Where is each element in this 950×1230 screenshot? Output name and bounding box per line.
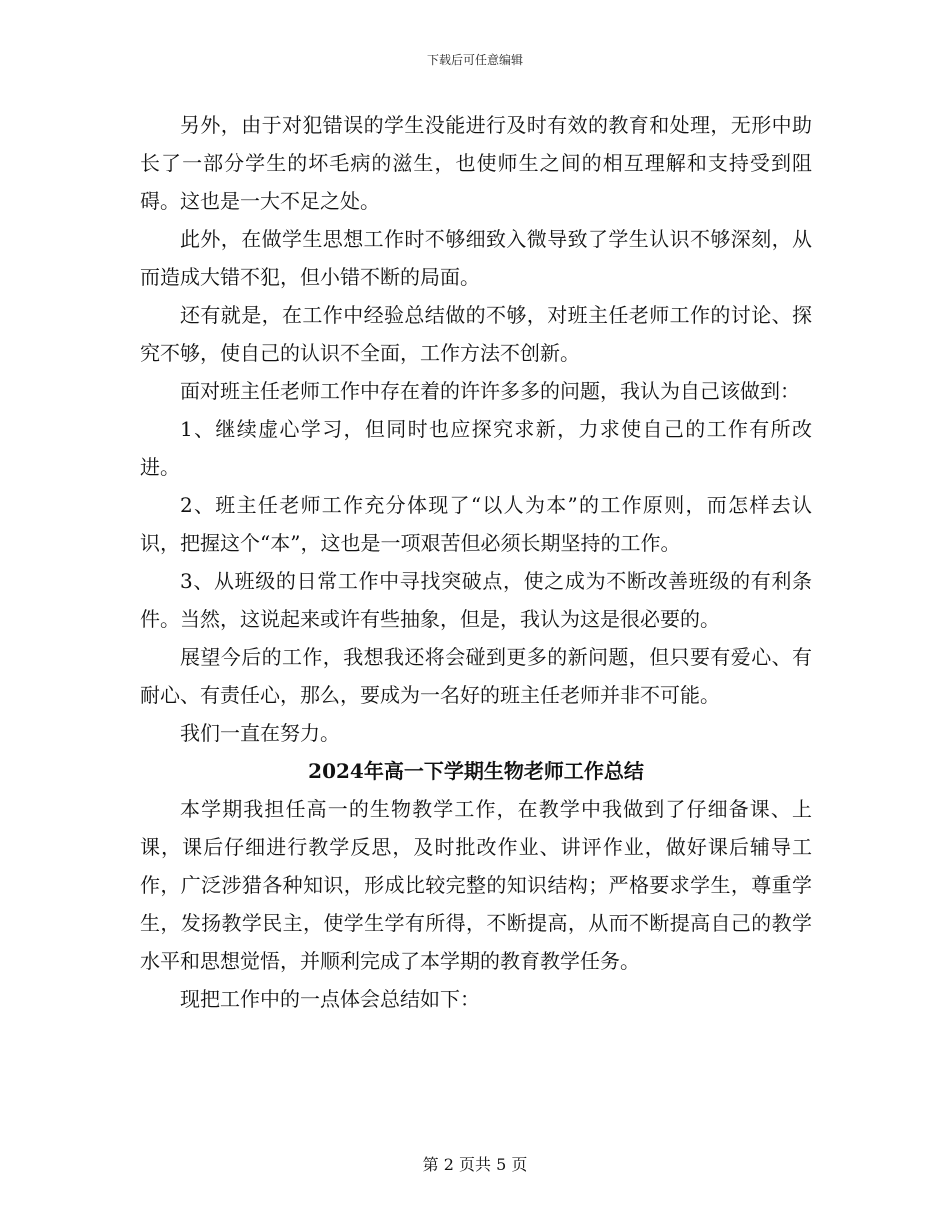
paragraph: 我们一直在努力。 <box>180 721 340 745</box>
section-title: 2024年高一下学期生物老师工作总结 <box>308 759 644 783</box>
paragraph: 现把工作中的一点体会总结如下： <box>180 987 480 1011</box>
paragraph: 3、从班级的日常工作中寻找突破点，使之成为不断改善班级的有利条件。当然，这说起来或许有些抽象，但是，我认为这是很必要的。 <box>140 569 812 631</box>
paragraph: 1、继续虚心学习，但同时也应探究求新，力求使自己的工作有所改进。 <box>140 417 812 479</box>
paragraph: 另外，由于对犯错误的学生没能进行及时有效的教育和处理，无形中助长了一部分学生的坏毛病的滋生，也使师生之间的相互理解和支持受到阻碍。这也是一大不足之处。 <box>140 113 812 213</box>
document-body <box>140 106 812 1018</box>
paragraph: 还有就是，在工作中经验总结做的不够，对班主任老师工作的讨论、探究不够，使自己的认识不全面，工作方法不创新。 <box>140 303 812 365</box>
paragraph: 面对班主任老师工作中存在着的许许多多的问题，我认为自己该做到： <box>180 379 800 403</box>
paragraph: 2、班主任老师工作充分体现了“以人为本”的工作原则，而怎样去认识，把握这个“本”，这也是一项艰苦但必须长期坚持的工作。 <box>140 493 812 555</box>
paragraph: 展望今后的工作，我想我还将会碰到更多的新问题，但只要有爱心、有耐心、有责任心，那么，要成为一名好的班主任老师并非不可能。 <box>140 645 812 707</box>
paragraph: 此外，在做学生思想工作时不够细致入微导致了学生认识不够深刻，从而造成大错不犯，但小错不断的局面。 <box>140 227 812 289</box>
page-footer: 第 2 页共 5 页 <box>422 1155 528 1174</box>
paragraph: 本学期我担任高一的生物教学工作，在教学中我做到了仔细备课、上课，课后仔细进行教学反思，及时批改作业、讲评作业，做好课后辅导工作，广泛涉猎各种知识，形成比较完整的知识结构；严格要求学生，尊重学生，发扬教学民主，使学生学有所得，不断提高，从而不断提高自己的教学水平和思想觉悟，并顺利完成了本学期的教育教学任务。 <box>140 797 812 973</box>
page-header: 下载后可任意编辑 <box>426 53 523 67</box>
